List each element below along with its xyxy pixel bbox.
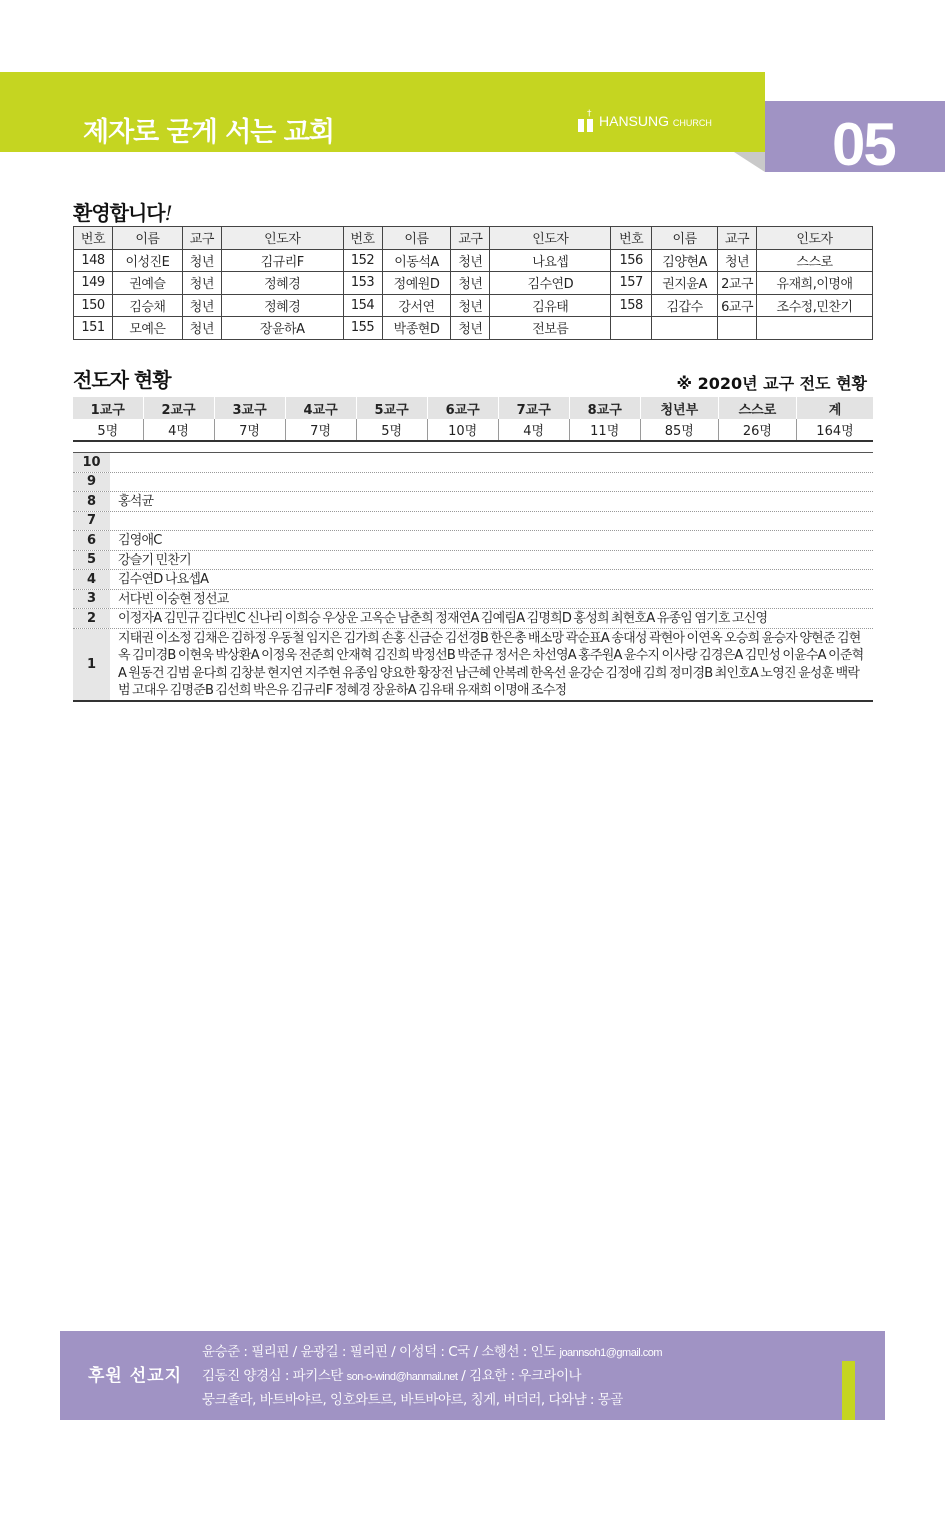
stats-header-cell: 7교구	[498, 397, 569, 419]
welcome-header-cell: 인도자	[490, 227, 611, 250]
chart-row	[73, 570, 873, 590]
footer-line-2-rest: / 김요한 : 우크라이나	[461, 1368, 582, 1384]
welcome-cell: 153	[343, 272, 382, 295]
welcome-cell: 청년	[182, 294, 221, 317]
welcome-cell: 정예원D	[382, 272, 451, 295]
stats-header-cell: 8교구	[569, 397, 640, 419]
welcome-cell: 청년	[451, 294, 490, 317]
welcome-cell: 정혜경	[221, 294, 343, 317]
welcome-header-cell: 교구	[718, 227, 757, 250]
stats-header-cell: 청년부	[640, 397, 718, 419]
chart-row-label: 7	[73, 512, 110, 531]
welcome-row	[74, 317, 873, 340]
stats-value-row	[73, 419, 873, 441]
chart-row-label: 9	[73, 473, 110, 492]
welcome-cell: 박종현D	[382, 317, 451, 340]
welcome-title	[73, 197, 172, 226]
stats-header-cell: 4교구	[285, 397, 356, 419]
welcome-cell	[718, 317, 757, 340]
welcome-header-cell: 교구	[451, 227, 490, 250]
welcome-cell: 청년	[182, 317, 221, 340]
welcome-title-mark: !	[164, 201, 172, 225]
evangelist-title: 전도자 현황	[73, 368, 171, 392]
welcome-cell	[757, 317, 873, 340]
welcome-cell: 나요셉	[490, 249, 611, 272]
chart-row-label: 1	[73, 629, 110, 700]
welcome-cell: 김유태	[490, 294, 611, 317]
stats-header-row	[73, 397, 873, 419]
chart-row	[73, 629, 873, 700]
chart-row	[73, 609, 873, 629]
welcome-cell: 6교구	[718, 294, 757, 317]
welcome-cell: 청년	[451, 272, 490, 295]
chart-row-names	[110, 473, 873, 492]
welcome-row	[74, 272, 873, 295]
welcome-header-cell: 번호	[74, 227, 113, 250]
welcome-cell: 157	[611, 272, 652, 295]
welcome-cell: 조수정,민찬기	[757, 294, 873, 317]
welcome-cell: 김승채	[112, 294, 182, 317]
footer-line-1-text: 윤승준 : 필리핀 / 윤광길 : 필리핀 / 이성덕 : C국 / 소행선 : 인도	[202, 1344, 556, 1360]
chart-row-names: 김수연D 나요셉A	[118, 572, 209, 587]
welcome-cell: 스스로	[757, 249, 873, 272]
welcome-cell: 청년	[451, 249, 490, 272]
welcome-cell: 청년	[451, 317, 490, 340]
welcome-cell: 2교구	[718, 272, 757, 295]
welcome-cell: 154	[343, 294, 382, 317]
chart-row	[73, 531, 873, 551]
chart-row-label: 10	[73, 453, 110, 472]
welcome-cell: 김수연D	[490, 272, 611, 295]
chart-row-label: 2	[73, 609, 110, 628]
chart-row-label: 3	[73, 590, 110, 609]
stats-value-cell: 7명	[214, 419, 285, 441]
evangelist-count-chart	[73, 452, 873, 702]
chart-row	[73, 492, 873, 512]
chart-row	[73, 473, 873, 493]
chart-row-names: 홍석균	[118, 494, 154, 509]
chart-row-label: 8	[73, 492, 110, 511]
welcome-cell: 155	[343, 317, 382, 340]
welcome-cell: 김갑수	[652, 294, 718, 317]
welcome-header-row	[74, 227, 873, 250]
stats-value-cell: 11명	[569, 419, 640, 441]
chart-row-names: 이정자A 김민규 김다빈C 신나리 이희승 우상운 고옥순 남춘희 정재연A 김예림A 김명희D 홍성희 최현호A 유종임 염기호 고신영	[118, 611, 768, 626]
footer-line-1	[202, 1341, 662, 1365]
welcome-table	[73, 226, 873, 340]
welcome-cell: 모예은	[112, 317, 182, 340]
welcome-cell: 148	[74, 249, 113, 272]
welcome-header-cell: 번호	[343, 227, 382, 250]
stats-value-cell: 26명	[718, 419, 796, 441]
footer-email-1: joannsoh1@gmail.com	[559, 1347, 663, 1359]
stats-value-cell: 5명	[73, 419, 143, 441]
stats-header-cell: 5교구	[356, 397, 427, 419]
welcome-header-cell: 번호	[611, 227, 652, 250]
welcome-cell: 김양현A	[652, 249, 718, 272]
page-header-title: 제자로 굳게 서는 교회	[83, 117, 334, 148]
welcome-header-cell: 이름	[112, 227, 182, 250]
stats-header-cell: 계	[796, 397, 873, 419]
evangelist-note: ※ 2020년 교구 전도 현황	[676, 374, 867, 393]
chart-row	[73, 590, 873, 610]
stats-value-cell: 4명	[143, 419, 214, 441]
footer-lines	[202, 1341, 662, 1412]
logo-name: HANSUNG	[599, 113, 670, 129]
chart-row-names: 김영애C	[118, 533, 162, 548]
welcome-cell: 청년	[182, 249, 221, 272]
welcome-cell: 청년	[718, 249, 757, 272]
stats-value-cell: 85명	[640, 419, 718, 441]
stats-value-cell: 7명	[285, 419, 356, 441]
stats-value-cell: 10명	[427, 419, 498, 441]
page-tab-fold	[734, 152, 765, 172]
chart-row-label: 6	[73, 531, 110, 550]
chart-row-names: 강슬기 민찬기	[118, 552, 191, 568]
welcome-cell: 156	[611, 249, 652, 272]
chart-row	[73, 453, 873, 473]
welcome-cell: 권예슬	[112, 272, 182, 295]
welcome-cell	[611, 317, 652, 340]
chart-row-names: 서다빈 이숭현 정선교	[118, 591, 229, 607]
chart-row-names	[110, 453, 873, 472]
welcome-header-cell: 인도자	[221, 227, 343, 250]
chart-row-names: 지태권 이소정 김채은 김하정 우동철 임지은 김가희 손홍 신금순 김선경B 한은총 배소망 곽순표A 송대성 곽현아 이연옥 오승희 윤승자 양현준 김현옥 김미경B 이현욱 박상환A 이정욱 전준희 안재혁 김진희 박정선B 박준규 정서은 차선영A 홍주원A 윤수지 이사랑 김경은A 김민성 이윤수A 이준혁A 원동건 김범 윤다희 김창분 현지연 지주현 유종임 양요한 황장전 남근혜 안복례 한옥선 윤강순 김정애 김희 정미경B 최인호A 노영진 윤성훈 백락범 고대우 김명준B 김선희 박은유 김규리F 정혜경 장윤하A 김유태 유재희 이명애 조수정	[118, 630, 864, 698]
chart-row-label: 4	[73, 570, 110, 589]
welcome-header-cell: 이름	[652, 227, 718, 250]
chart-row-names	[110, 512, 873, 531]
page-number: 05	[832, 111, 895, 178]
footer-email-2: son-o-wind@hanmail.net	[346, 1371, 458, 1383]
welcome-header-cell: 교구	[182, 227, 221, 250]
welcome-cell: 158	[611, 294, 652, 317]
chart-row	[73, 551, 873, 571]
welcome-row	[74, 249, 873, 272]
welcome-header-cell: 이름	[382, 227, 451, 250]
welcome-cell	[652, 317, 718, 340]
welcome-cell: 장윤하A	[221, 317, 343, 340]
footer-title: 후원 선교지	[88, 1366, 183, 1386]
welcome-cell: 이성진E	[112, 249, 182, 272]
logo-suffix: CHURCH	[672, 118, 712, 128]
stats-value-cell: 4명	[498, 419, 569, 441]
missionary-footer	[60, 1331, 885, 1420]
stats-value-cell: 164명	[796, 419, 873, 441]
chart-row-label: 5	[73, 551, 110, 570]
welcome-cell: 이동석A	[382, 249, 451, 272]
footer-line-2-text: 김동진 양경심 : 파키스탄	[202, 1368, 343, 1384]
welcome-cell: 152	[343, 249, 382, 272]
stats-header-cell: 1교구	[73, 397, 143, 419]
church-logo-icon: †	[578, 114, 594, 132]
welcome-cell: 유재희,이명애	[757, 272, 873, 295]
welcome-cell: 150	[74, 294, 113, 317]
stats-value-cell: 5명	[356, 419, 427, 441]
welcome-cell: 청년	[182, 272, 221, 295]
welcome-cell: 149	[74, 272, 113, 295]
welcome-cell: 강서연	[382, 294, 451, 317]
welcome-title-text: 환영합니다	[73, 201, 165, 225]
chart-row	[73, 512, 873, 532]
welcome-cell: 정혜경	[221, 272, 343, 295]
welcome-cell: 권지윤A	[652, 272, 718, 295]
welcome-cell: 151	[74, 317, 113, 340]
footer-line-2	[202, 1365, 662, 1389]
welcome-header-cell: 인도자	[757, 227, 873, 250]
welcome-cell: 전보름	[490, 317, 611, 340]
stats-header-cell: 2교구	[143, 397, 214, 419]
footer-accent-bar	[842, 1361, 855, 1420]
stats-header-cell: 스스로	[718, 397, 796, 419]
stats-header-cell: 6교구	[427, 397, 498, 419]
church-logo	[578, 109, 712, 132]
welcome-cell: 김규리F	[221, 249, 343, 272]
footer-line-3: 뭉크졸라, 바트바야르, 잉호와트르, 바트바야르, 칭게, 버더러, 다와냠 : 몽골	[202, 1392, 623, 1408]
parish-stats-table	[73, 397, 873, 442]
welcome-row	[74, 294, 873, 317]
stats-header-cell: 3교구	[214, 397, 285, 419]
